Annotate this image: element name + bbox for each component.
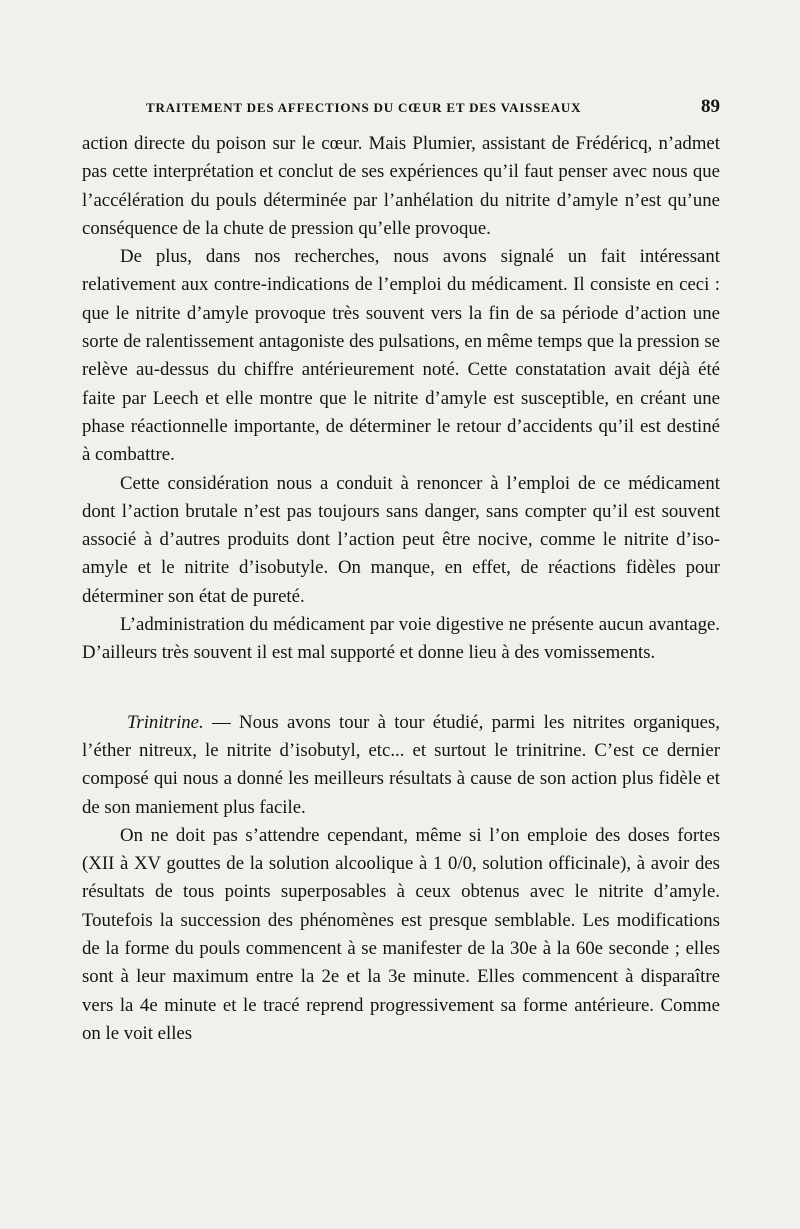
section-lead-text: Nous avons tour à tour étudié, parmi les nitrites organiques, l’éther nitreux, le nitrite d’isobutyl, etc... et surtout le trinitrine. C’est ce dernier composé qui nous a donné les meilleurs résultats à cause de son action plus fidèle et de son maniement plus facile. xyxy=(82,711,720,818)
header-title: TRAITEMENT DES AFFECTIONS DU CŒUR ET DES VAISSEAUX xyxy=(146,100,582,115)
running-header xyxy=(146,96,720,126)
section-title: Trinitrine. xyxy=(127,711,204,733)
body-text xyxy=(82,130,720,1048)
paragraph: L’administration du médicament par voie digestive ne présente aucun avantage. D’ailleurs très souvent il est mal supporté et donne lieu à des vomissements. xyxy=(82,614,720,664)
paragraph: On ne doit pas s’attendre cependant, même si l’on emploie des doses fortes (XII à XV gouttes de la solution alcoolique à 1 0/0, solution officinale), à avoir des résultats de tous points superposables à ceux obtenus avec le nitrite d’amyle. Toutefois la succession des phénomènes est presque semblable. Les modifications de la forme du pouls commencent à se manifester de la 30e à la 60e seconde ; elles sont à leur maximum entre la 2e et la 3e minute. Elles commencent à disparaître vers la 4e minute et le tracé reprend progressivement sa forme antérieure. Comme on le voit elles xyxy=(82,824,720,1044)
page-number: 89 xyxy=(701,96,720,117)
paragraph: De plus, dans nos recherches, nous avons signalé un fait intéressant relativement aux contre-indications de l’emploi du médicament. Il consiste en ceci : que le nitrite d’amyle provoque très souvent vers la fin de sa période d’action une sorte de ralentissement antagoniste des pulsations, en même temps que la pression se relève au-dessus du chiffre antérieurement noté. Cette constatation avait déjà été faite par Leech et elle montre que le nitrite d’amyle est susceptible, en créant une phase réactionnelle importante, de déterminer le retour d’accidents qu’il est destiné à combattre. xyxy=(82,246,720,466)
section-paragraph xyxy=(82,709,720,822)
paragraph: action directe du poison sur le cœur. Mais Plumier, assistant de Frédéricq, n’admet pas cette interprétation et conclut de ses expériences qu’il faut penser avec nous que l’accélération du pouls déterminée par l’anhélation du nitrite d’amyle n’est qu’une conséquence de la chute de pression qu’elle provoque. xyxy=(82,133,720,239)
section-dash: — xyxy=(203,711,240,733)
paragraph: Cette considération nous a conduit à renoncer à l’emploi de ce médicament dont l’action brutale n’est pas toujours sans danger, sans compter qu’il est souvent associé à d’autres produits dont l’action peut être nocive, comme le nitrite d’iso-amyle et le nitrite d’isobutyle. On manque, en effet, de réactions fidèles pour déterminer son état de pureté. xyxy=(82,472,720,607)
